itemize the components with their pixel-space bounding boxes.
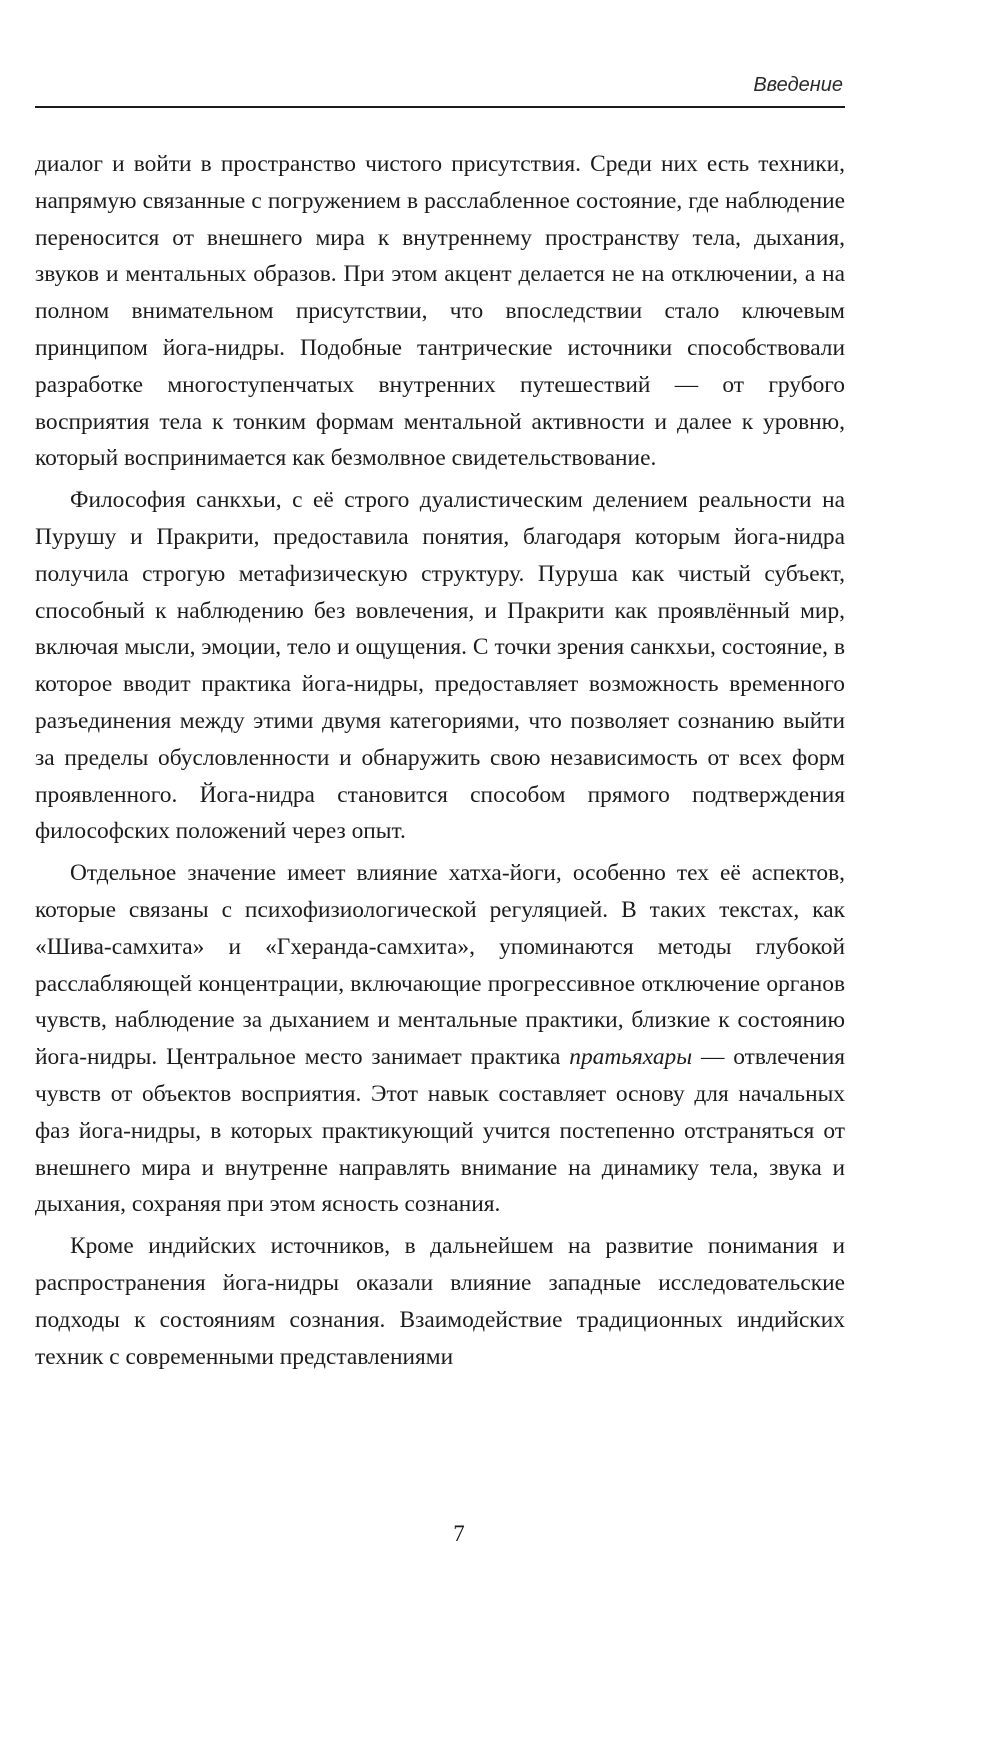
paragraph-text-before-term: Отдельное значение имеет влияние хатха-йоги, особенно тех её аспектов, которые связаны с психофизиологической регуляцией. В таких текстах, как «Шива-самхита» и «Гхеранда-самхита», упоминаются методы глубокой расслабляющей концентрации, включающие прогрессивное отключение органов чувств, наблюдение за дыханием и ментальные практики, близкие к состоянию йога-нидры. Центральное место занимает практика bbox=[35, 860, 845, 1071]
paragraph-hatha-yoga bbox=[35, 855, 845, 1223]
page-number: 7 bbox=[453, 1521, 465, 1546]
italic-term-pratyahara: пратьяхары bbox=[569, 1044, 693, 1071]
paragraph-text-after-term: — отвлечения чувств от объектов восприятия. Этот навык составляет основу для начальных фаз йога-нидры, в которых практикующий учится постепенно отстраняться от внешнего мира и внутренне направлять внимание на динамику тела, звука и дыхания, сохраняя при этом ясность сознания. bbox=[35, 1044, 845, 1218]
chapter-title: Введение bbox=[753, 74, 843, 96]
paragraph-sankhya: Философия санкхьи, с её строго дуалистическим делением реальности на Пурушу и Пракрити, предоставила понятия, благодаря которым йога-нидра получила строгую метафизическую структуру. Пуруша как чистый субъект, способный к наблюдению без вовлечения, и Пракрити как проявлённый мир, включая мысли, эмоции, тело и ощущения. С точки зрения санкхьи, состояние, в которое вводит практика йога-нидры, предоставляет возможность временного разъединения между этими двумя категориями, что позволяет сознанию выйти за пределы обусловленности и обнаружить свою независимость от всех форм проявленного. Йога-нидра становится способом прямого подтверждения философских положений через опыт. bbox=[35, 487, 845, 845]
page-body bbox=[35, 146, 845, 1375]
paragraph-western-sources: Кроме индийских источников, в дальнейшем на развитие понимания и распространения йога-нидры оказали влияние западные исследовательские подходы к состояниям сознания. Взаимодействие традиционных индийских техник с современными представлениями bbox=[35, 1233, 845, 1370]
running-header bbox=[35, 72, 845, 108]
paragraph-continuation: диалог и войти в пространство чистого присутствия. Среди них есть техники, напрямую связанные с погружением в расслабленное состояние, где наблюдение переносится от внешнего мира к внутреннему пространству тела, дыхания, звуков и ментальных образов. При этом акцент делается не на отключении, а на полном внимательном присутствии, что впоследствии стало ключевым принципом йога-нидры. Подобные тантрические источники способствовали разработке многоступенчатых внутренних путешествий — от грубого восприятия тела к тонким формам ментальной активности и далее к уровню, который воспринимается как безмолвное свидетельствование. bbox=[35, 151, 845, 472]
